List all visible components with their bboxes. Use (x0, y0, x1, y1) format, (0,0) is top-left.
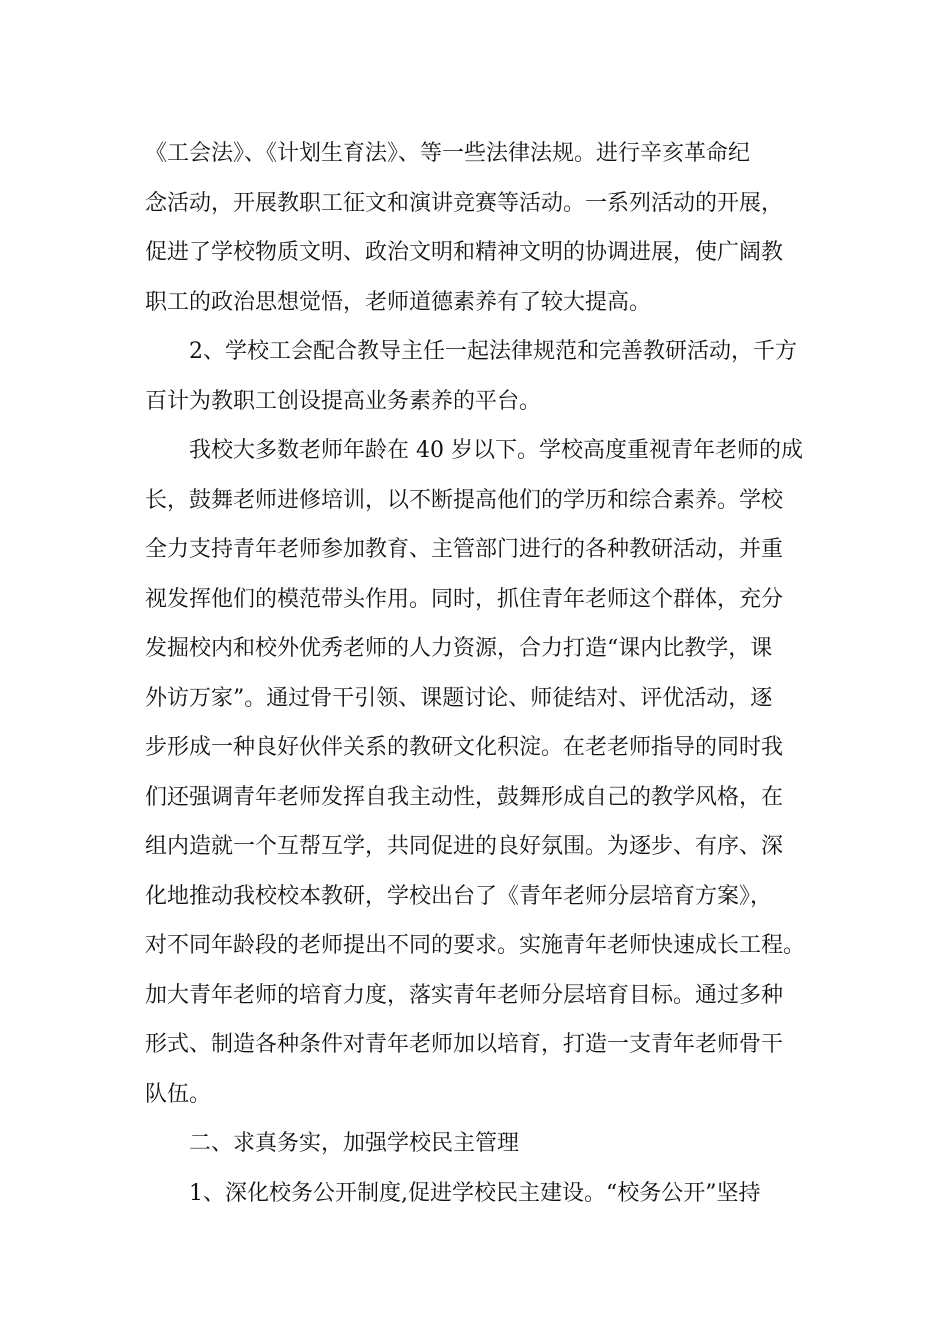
text-line: 加大青年老师的培育力度，落实青年老师分层培育目标。通过多种 (145, 983, 784, 1008)
text-line: 发掘校内和校外优秀老师的人力资源，合力打造“课内比教学，课 (145, 636, 773, 661)
text-line: 念活动，开展教职工征文和演讲竞赛等活动。一系列活动的开展， (145, 191, 784, 216)
paragraph-first-line: 我校大多数老师年龄在 40 岁以下。学校高度重视青年老师的成 (189, 438, 803, 463)
text-line: 《工会法》、《计划生育法》、等一些法律法规。进行辛亥革命纪 (145, 141, 751, 166)
paragraph-first-line: 1、深化校务公开制度,促进学校民主建设。“校务公开”坚持 (189, 1181, 761, 1206)
text-line: 形式、制造各种条件对青年老师加以培育，打造一支青年老师骨干 (145, 1032, 784, 1057)
section-heading: 二、求真务实，加强学校民主管理 (189, 1131, 520, 1156)
text-line: 全力支持青年老师参加教育、主管部门进行的各种教研活动，并重 (145, 537, 784, 562)
text-line: 外访万家”。通过骨干引领、课题讨论、师徒结对、评优活动，逐 (145, 686, 773, 711)
text-line: 组内造就一个互帮互学，共同促进的良好氛围。为逐步、有序、深 (145, 834, 784, 859)
text-line: 们还强调青年老师发挥自我主动性，鼓舞形成自己的教学风格，在 (145, 785, 784, 810)
text-line: 促进了学校物质文明、政治文明和精神文明的协调进展，使广阔教 (145, 240, 784, 265)
paragraph-first-line: 2、学校工会配合教导主任一起法律规范和完善教研活动，千方 (189, 339, 797, 364)
text-line: 视发挥他们的模范带头作用。同时，抓住青年老师这个群体，充分 (145, 587, 784, 612)
text-line: 长，鼓舞老师进修培训，以不断提高他们的学历和综合素养。学校 (145, 488, 784, 513)
text-line: 百计为教职工创设提高业务素养的平台。 (145, 389, 542, 414)
text-line: 职工的政治思想觉悟，老师道德素养有了较大提高。 (145, 290, 652, 315)
text-line: 对不同年龄段的老师提出不同的要求。实施青年老师快速成长工程。 (145, 933, 806, 958)
text-line: 化地推动我校校本教研，学校出台了《青年老师分层培育方案》， (145, 884, 773, 909)
text-line: 步形成一种良好伙伴关系的教研文化积淀。在老老师指导的同时我 (145, 735, 784, 760)
text-line: 队伍。 (145, 1082, 212, 1107)
